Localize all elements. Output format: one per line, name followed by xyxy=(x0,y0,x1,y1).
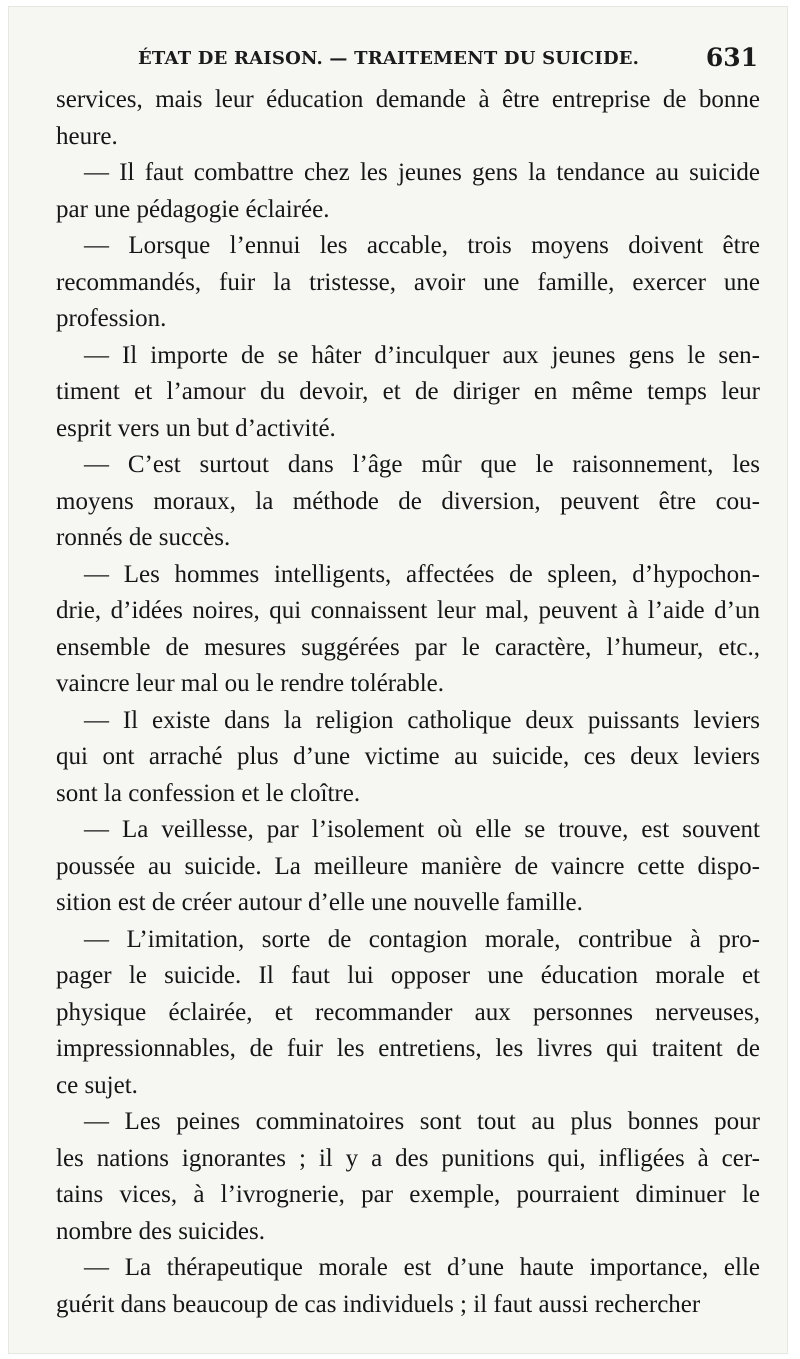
text-line: ensemble de mesures suggérées par le caractère, l’humeur, etc., xyxy=(56,633,760,661)
paragraph xyxy=(56,228,760,338)
text-line: pager le suicide. Il faut lui opposer une éducation morale et xyxy=(56,962,760,989)
paragraph xyxy=(56,557,760,703)
paragraph xyxy=(56,922,760,1105)
text-line: sont la confession et le cloître. xyxy=(56,779,361,807)
text-line: par une pédagogie éclairée. xyxy=(56,195,330,223)
text-line: ce sujet. xyxy=(56,1071,138,1099)
paragraph xyxy=(56,1104,760,1250)
text-line: esprit vers un but d’activité. xyxy=(56,414,336,442)
running-title: ÉTAT DE RAISON. — TRAITEMENT DU SUICIDE. xyxy=(138,48,640,69)
text-line: — La veillesse, par l’isolement où elle se trouve, est souvent xyxy=(84,816,760,843)
text-line: tains vices, à l’ivrognerie, par exemple, pourraient diminuer le xyxy=(56,1181,760,1208)
page-number: 631 xyxy=(705,43,758,72)
text-line: heure. xyxy=(56,122,118,150)
paragraph xyxy=(56,447,760,557)
text-line: — Lorsque l’ennui les accable, trois moyens doivent être xyxy=(84,232,760,259)
text-line: ronnés de succès. xyxy=(56,524,231,551)
text-line: — L’imitation, sorte de contagion morale, contribue à pro- xyxy=(84,925,760,953)
paragraph xyxy=(56,812,760,922)
text-line: — Il existe dans la religion catholique deux puissants leviers xyxy=(84,706,760,734)
text-line: guérit dans beaucoup de cas individuels ; il faut aussi rechercher xyxy=(56,1290,701,1318)
paragraph xyxy=(56,338,760,448)
body-text xyxy=(56,82,760,1323)
text-line: moyens moraux, la méthode de diversion, peuvent être cou- xyxy=(56,487,760,515)
page-header xyxy=(46,38,758,78)
text-line: — Il faut combattre chez les jeunes gens la tendance au suicide xyxy=(84,159,760,186)
paragraph xyxy=(56,82,760,155)
text-line: impressionnables, de fuir les entretiens, les livres qui traitent de xyxy=(56,1035,760,1062)
text-line: — Les peines comminatoires sont tout au plus bonnes pour xyxy=(84,1108,760,1135)
text-line: les nations ignorantes ; il y a des punitions qui, infligées à cer- xyxy=(56,1144,760,1172)
text-line: — C’est surtout dans l’âge mûr que le raisonnement, les xyxy=(84,451,760,478)
text-line: poussée au suicide. La meilleure manière de vaincre cette dispo- xyxy=(56,852,760,880)
paragraph xyxy=(56,1250,760,1323)
book-page xyxy=(8,6,788,1354)
paragraph xyxy=(56,155,760,228)
text-line: services, mais leur éducation demande à être entreprise de bonne xyxy=(56,86,760,113)
text-line: — La thérapeutique morale est d’une haute importance, elle xyxy=(84,1254,760,1281)
text-line: drie, d’idées noires, qui connaissent leur mal, peuvent à l’aide d’un xyxy=(56,597,760,624)
text-line: qui ont arraché plus d’une victime au suicide, ces deux leviers xyxy=(56,743,760,770)
text-line: physique éclairée, et recommander aux personnes nerveuses, xyxy=(56,998,760,1026)
paragraph xyxy=(56,703,760,813)
text-line: timent et l’amour du devoir, et de diriger en même temps leur xyxy=(56,378,760,405)
text-line: sition est de créer autour d’elle une nouvelle famille. xyxy=(56,889,583,916)
text-line: vaincre leur mal ou le rendre tolérable. xyxy=(56,670,445,697)
text-line: — Il importe de se hâter d’inculquer aux jeunes gens le sen- xyxy=(84,341,760,369)
text-line: — Les hommes intelligents, affectées de spleen, d’hypochon- xyxy=(84,560,760,588)
text-line: recommandés, fuir la tristesse, avoir une famille, exercer une xyxy=(56,268,760,296)
text-line: profession. xyxy=(56,305,167,332)
paragraph-list xyxy=(56,82,760,1323)
text-line: nombre des suicides. xyxy=(56,1217,265,1245)
